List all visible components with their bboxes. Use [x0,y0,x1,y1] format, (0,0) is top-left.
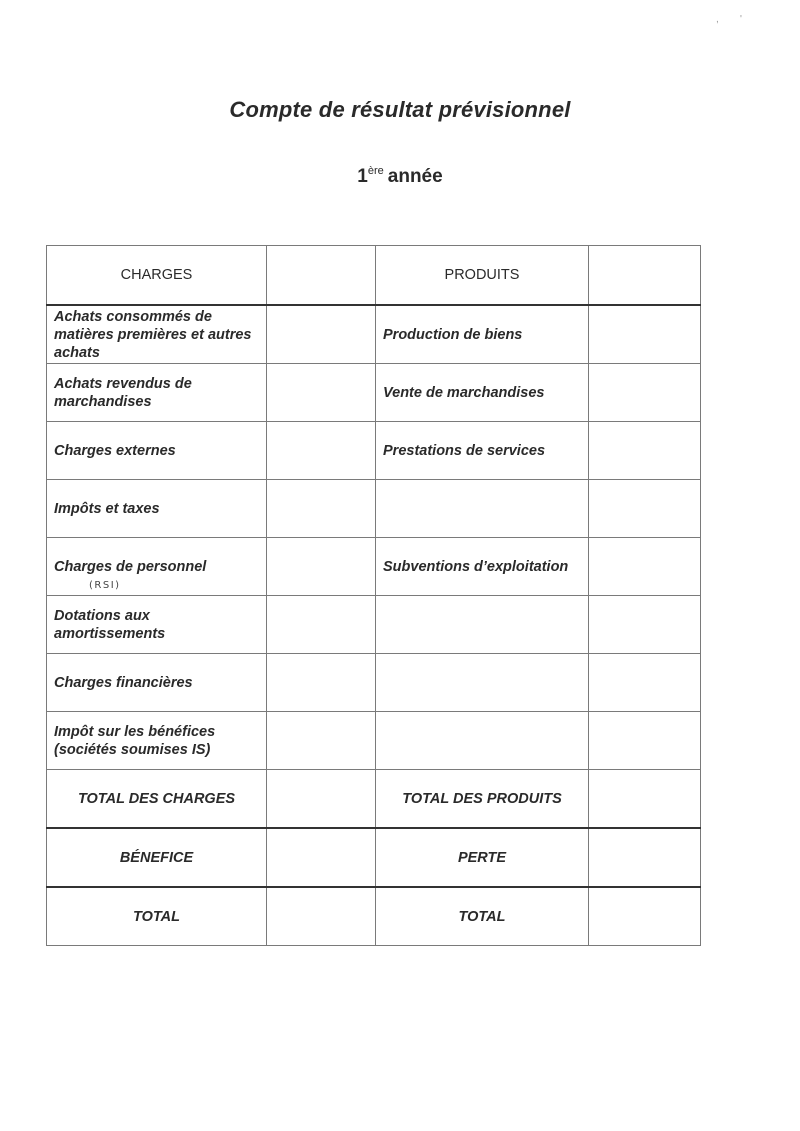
produits-amount-header-cell [589,246,701,306]
total-charges-amount-cell [267,770,376,829]
year-number: 1 [357,166,368,187]
total-produits-amount-cell [589,770,701,829]
table-row [47,596,701,654]
benefice-label: BÉNEFICE [47,828,267,887]
table-row [47,480,701,538]
charge-amount-cell [267,422,376,480]
produit-amount-cell [589,364,701,422]
charge-label: Charges financières [47,654,267,712]
final-total-row [47,887,701,946]
document-title: Compte de résultat prévisionnel [229,97,571,122]
charge-label: Impôts et taxes [47,480,267,538]
produit-label: Vente de marchandises [376,364,589,422]
produit-label: Prestations de services [376,422,589,480]
charge-amount-cell [267,654,376,712]
produit-amount-cell [589,480,701,538]
scan-speck: ' [740,14,742,25]
handwritten-annotation: (RSI) [89,580,121,591]
charges-header: CHARGES [47,246,267,306]
charge-label: Charges externes [47,422,267,480]
charge-label-cell [47,538,267,596]
produit-label [376,480,589,538]
year-word: année [387,166,443,187]
table-row [47,538,701,596]
table-row [47,422,701,480]
totals-row [47,770,701,829]
produit-amount-cell [589,538,701,596]
charges-amount-header-cell [267,246,376,306]
charge-label: Dotations aux amortissements [47,596,267,654]
document-subtitle [0,165,800,188]
charge-label: Achats consommés de matières premières et autres achats [47,305,267,364]
final-total-left-amount-cell [267,887,376,946]
charge-label: Charges de personnel [54,558,207,575]
produit-label [376,596,589,654]
final-total-right-amount-cell [589,887,701,946]
produits-header: PRODUITS [376,246,589,306]
produit-label: Subventions d’exploitation [376,538,589,596]
produit-amount-cell [589,305,701,364]
total-charges-label: TOTAL DES CHARGES [47,770,267,829]
income-statement-table-wrapper [46,245,700,945]
final-total-left-label: TOTAL [47,887,267,946]
year-superscript: ère [367,165,384,177]
total-produits-label: TOTAL DES PRODUITS [376,770,589,829]
table-row [47,305,701,364]
charge-amount-cell [267,596,376,654]
charge-amount-cell [267,480,376,538]
scan-speck: , [716,14,719,25]
table-row [47,654,701,712]
final-total-right-label: TOTAL [376,887,589,946]
income-statement-table [46,245,701,946]
produit-amount-cell [589,596,701,654]
produit-label [376,712,589,770]
charge-amount-cell [267,712,376,770]
benefice-amount-cell [267,828,376,887]
produit-label [376,654,589,712]
charge-label: Achats revendus de marchandises [47,364,267,422]
perte-label: PERTE [376,828,589,887]
produit-label: Production de biens [376,305,589,364]
table-row [47,364,701,422]
charge-amount-cell [267,538,376,596]
charge-amount-cell [267,305,376,364]
header-row [47,246,701,306]
produit-amount-cell [589,712,701,770]
produit-amount-cell [589,654,701,712]
result-row [47,828,701,887]
table-row [47,712,701,770]
produit-amount-cell [589,422,701,480]
charge-amount-cell [267,364,376,422]
perte-amount-cell [589,828,701,887]
charge-label: Impôt sur les bénéfices (sociétés soumises IS) [47,712,267,770]
